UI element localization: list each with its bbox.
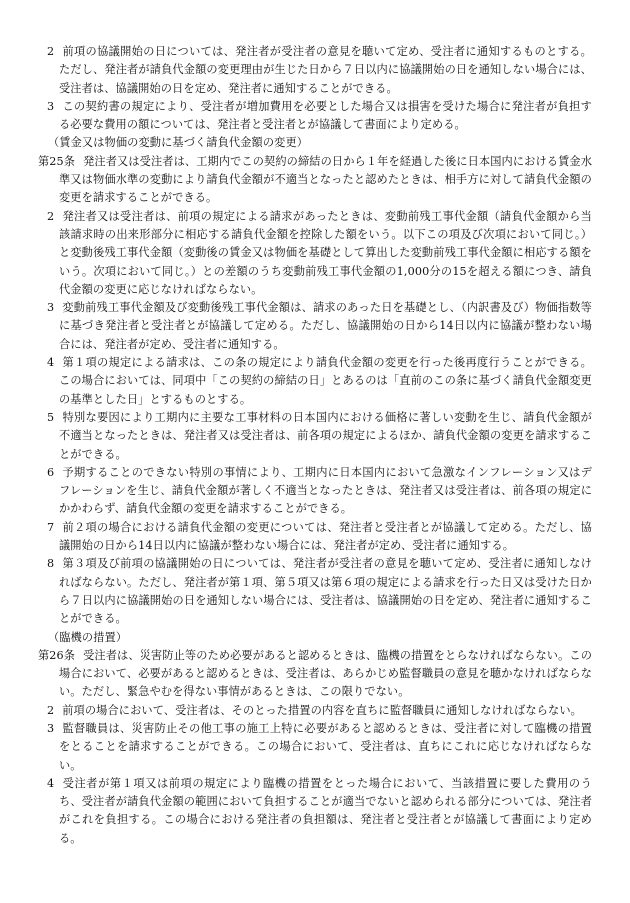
clause-25-3 bbox=[38, 299, 592, 354]
clause-text: 特別な要因により工期内に主要な工事材料の日本国内における価格に著しい変動を生じ、請負代金額が不適当となったときは、発注者又は受注者は、前各項の規定によるほか、請負代金額の変更を請求することができる。 bbox=[59, 410, 592, 461]
clause-24-3 bbox=[38, 98, 592, 135]
clause-24-2 bbox=[38, 43, 592, 98]
article-caption: （臨機の措置） bbox=[48, 630, 128, 644]
clause-25-5 bbox=[38, 409, 592, 464]
clause-25-7 bbox=[38, 519, 592, 556]
article-caption: （賃金又は物価の変動に基づく請負代金額の変更） bbox=[48, 136, 309, 150]
clause-number: 3 bbox=[47, 721, 55, 735]
clause-number: 4 bbox=[47, 356, 55, 370]
clause-number: 2 bbox=[47, 703, 55, 717]
clause-number: 2 bbox=[47, 209, 55, 223]
article-26 bbox=[38, 647, 592, 702]
clause-25-6 bbox=[38, 464, 592, 519]
clause-text: 予期することのできない特別の事情により、工期内に日本国内において急激なインフレーション又はデフレーションを生じ、請負代金額が著しく不適当となったときは、発注者又は受注者は、前各項の規定にかかわらず、請負代金額の変更を請求することができる。 bbox=[59, 465, 592, 516]
article-text: 受注者は、災害防止等のため必要があると認めるときは、臨機の措置をとらなければならない。この場合において、必要があると認めるときは、受注者は、あらかじめ監督職員の意見を聴かなければならない。ただし、緊急やむを得ない事情があるときは、この限りでない。 bbox=[59, 648, 593, 699]
clause-number: 5 bbox=[47, 410, 55, 424]
clause-25-8 bbox=[38, 555, 592, 628]
clause-25-2 bbox=[38, 208, 592, 299]
clause-26-4 bbox=[38, 775, 592, 848]
clause-text: 前項の協議開始の日については、発注者が受注者の意見を聴いて定め、受注者に通知するものとする。ただし、発注者が請負代金額の変更理由が生じた日から７日以内に協議開始の日を通知しない場合には、受注者は、協議開始の日を定め、発注者に通知することができる。 bbox=[59, 45, 592, 95]
article-text: 発注者又は受注者は、工期内でこの契約の締結の日から１年を経過した後に日本国内における賃金水準又は物価水準の変動により請負代金額が不適当となったと認めたときは、相手方に対して請負代金額の変更を請求することができる。 bbox=[59, 154, 593, 205]
clause-text: 発注者又は受注者は、前項の規定による請求があったときは、変動前残工事代金額（請負代金額から当該請求時の出来形部分に相応する請負代金額を控除した額をいう。以下この項及び次項において同じ。）と変動後残工事代金額（変動後の賃金又は物価を基礎として算出した変動前残工事代金額に相応する額をいう。次項において同じ。）との差額のうち変動前残工事代金額の1,000分の15を超える額につき、請負代金額の変更に応じなければならない。 bbox=[59, 209, 592, 296]
clause-text: 受注者が第１項又は前項の規定により臨機の措置をとった場合において、当該措置に要した費用のうち、受注者が請負代金額の範囲において負担することが適当でないと認められる部分については、発注者がこれを負担する。この場合における発注者の負担額は、発注者と受注者とが協議して書面により定める。 bbox=[59, 776, 592, 845]
clause-number: 2 bbox=[47, 45, 55, 58]
clause-number: 3 bbox=[47, 99, 55, 113]
clause-text: 第３項及び前項の協議開始の日については、発注者が受注者の意見を聴いて定め、受注者に通知しなければならない。ただし、発注者が第１項、第５項又は第６項の規定による請求を行った日又は受けた日から７日以内に協議開始の日を通知しない場合には、受注者は、協議開始の日を定め、発注者に通知することができる。 bbox=[59, 557, 592, 626]
clause-text: 第１項の規定による請求は、この条の規定により請負代金額の変更を行った後再度行うことができる。この場合においては、同項中「この契約の締結の日」とあるのは「直前のこの条に基づく請負代金額変更の基準とした日」とするものとする。 bbox=[59, 356, 592, 406]
clause-26-3 bbox=[38, 720, 592, 775]
clause-number: 8 bbox=[47, 557, 55, 571]
clause-text: 監督職員は、災害防止その他工事の施工上特に必要があると認めるときは、受注者に対して臨機の措置をとることを請求することができる。この場合において、受注者は、直ちにこれに応じなければならない。 bbox=[59, 721, 592, 772]
clause-25-4 bbox=[38, 354, 592, 409]
clause-26-2 bbox=[38, 702, 592, 720]
clause-text: 前項の場合において、受注者は、そのとった措置の内容を直ちに監督職員に通知しなければならない。 bbox=[62, 703, 582, 717]
article-heading: 第26条 bbox=[38, 648, 76, 662]
clause-number: 4 bbox=[47, 776, 55, 790]
clause-text: この契約書の規定により、受注者が増加費用を必要とした場合又は損害を受けた場合に発注者が負担する必要な費用の額については、発注者と受注者とが協議して書面により定める。 bbox=[59, 99, 592, 132]
article-25 bbox=[38, 153, 592, 208]
clause-text: 前２項の場合における請負代金額の変更については、発注者と受注者とが協議して定める。ただし、協議開始の日から14日以内に協議が整わない場合には、発注者が定め、受注者に通知する。 bbox=[59, 520, 592, 553]
clause-number: 7 bbox=[47, 520, 55, 534]
clause-number: 3 bbox=[47, 301, 55, 315]
article-heading: 第25条 bbox=[38, 154, 76, 168]
clause-number: 6 bbox=[47, 465, 55, 479]
clause-text: 変動前残工事代金額及び変動後残工事代金額は、請求のあった日を基礎とし、（内訳書及び）物価指数等に基づき発注者と受注者とが協議して定める。ただし、協議開始の日から14日以内に協議が整わない場合には、発注者が定め、受注者に通知する。 bbox=[59, 301, 592, 351]
